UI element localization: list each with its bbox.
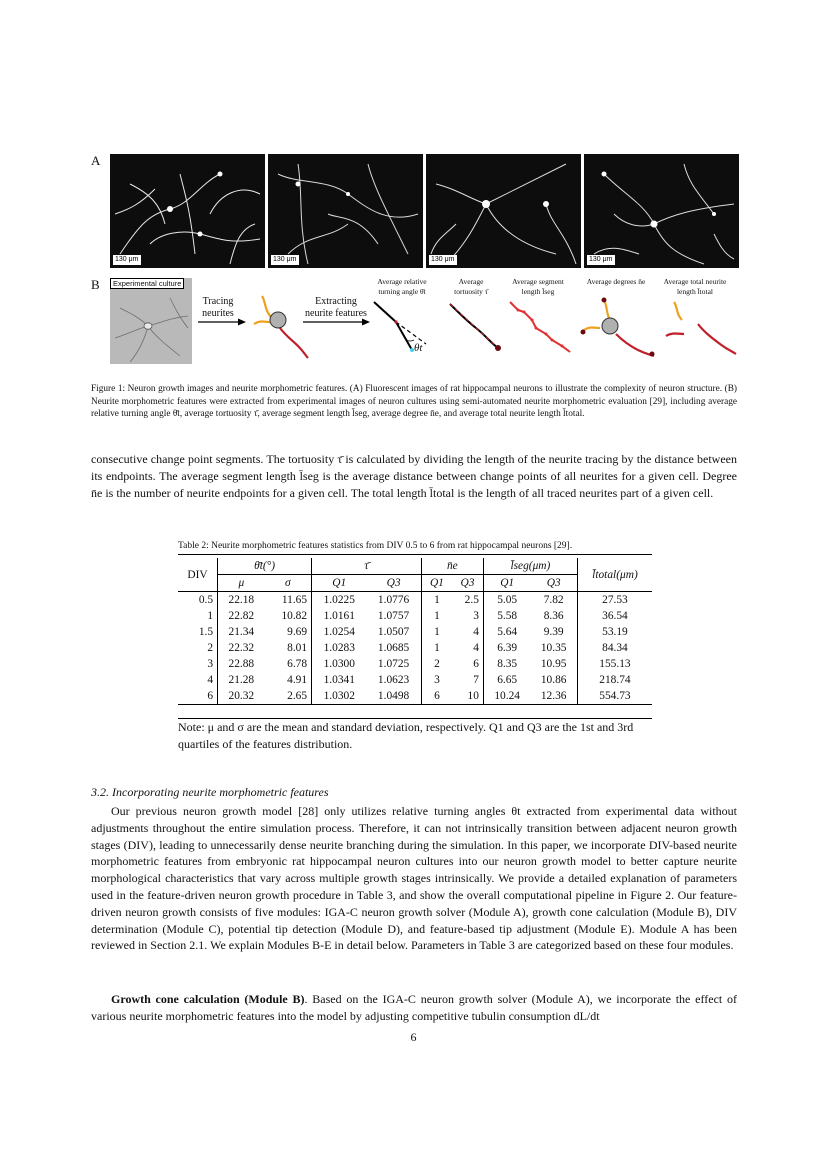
feature-label-degrees: Average degrees n̄e [586,277,646,286]
table-cell: 1.0623 [377,674,410,686]
paragraph-3 [91,991,737,1025]
feature-label-tortuosity: Average tortuosity τ̄ [454,277,488,296]
scale-bar: 130 μm [589,256,613,263]
table-cell: 22.88 [218,656,265,672]
header-degree: n̄e [421,558,483,575]
table-cell: 11.65 [265,592,312,609]
table-cell: 3 [207,658,214,670]
table-cell: 1.0283 [312,640,367,656]
turning-angle-icon [370,298,440,360]
scale-bar: 130 μm [431,256,455,263]
table-cell: 22.82 [218,608,265,624]
table-cell: 1 [421,640,452,656]
panel-b-letter: B [91,277,100,292]
table-cell: 2 [421,656,452,672]
table-cell: 1 [421,624,452,640]
table-cell: 6 [473,658,479,670]
table-cell: 1.0776 [366,592,421,609]
table-cell: 21.34 [218,624,265,640]
table-cell: 6.39 [483,640,530,656]
table-cell: 4.91 [287,674,308,686]
module-b-heading: Growth cone calculation (Module B) [111,992,305,1006]
feature-label-segment-length: Average segment length l̄seg [512,277,564,296]
table-cell: 1.0498 [366,688,421,705]
degrees-icon [578,296,658,358]
table-cell: 4 [473,642,479,654]
header-segment-length: l̄seg(μm) [483,558,577,575]
subheader-cell: μ [218,575,265,592]
table-cell: 7.82 [530,592,577,609]
table-cell: 8.36 [543,610,564,622]
subheader-cell: Q3 [530,575,577,592]
table-cell: 1.0302 [312,688,367,705]
table-cell: 7 [473,674,479,686]
table-cell: 6 [421,688,452,705]
table-row [178,672,652,688]
theta-label: θt [414,342,423,354]
table-row [178,592,652,609]
subheader-cell: Q1 [483,575,530,592]
table-cell: 2 [207,642,214,654]
tracing-arrow [198,318,246,326]
fluorescence-image-2 [268,154,423,268]
table-cell: 10.82 [281,610,308,622]
table-cell: 3 [473,610,479,622]
table-cell: 0.5 [178,592,218,609]
extracting-arrow [303,318,371,326]
experimental-culture-image [110,278,192,364]
table-cell: 10.35 [540,642,567,654]
table-cell: 27.53 [577,592,652,609]
subheader-cell: Q1 [312,575,367,592]
tortuosity-icon [446,298,502,356]
table-cell: 12.36 [530,688,577,705]
subheader-cell: Q3 [366,575,421,592]
header-total-length: l̄total(μm) [577,558,652,592]
table-row [178,608,652,624]
table-note: Note: μ and σ are the mean and standard deviation, respectively. Q1 and Q3 are the 1st and 3rd quartiles of the features distribution. [178,718,652,752]
figure-caption: Figure 1: Neuron growth images and neurite morphometric features. (A) Fluorescent images of rat hippocampal neurons to illustrate the complexity of neuron structure. (B) Neurite morphometric features were extracted from experimental images of neuron cultures using semi-automated neurite morphometric evaluation [29], including average relative turning angle θ̄t, average tortuosity τ̄, average segment length l̄seg, average degree n̄e, and average total neurite length l̄total. [91,384,737,420]
table-cell: 6.78 [287,658,308,670]
table-cell: 5.58 [483,608,530,624]
table-cell: 1.0300 [312,656,367,672]
header-div: DIV [187,568,208,581]
scale-bar: 130 μm [115,256,139,263]
table-cell: 2.65 [265,688,312,705]
table-row [178,624,652,640]
table-cell: 10 [452,688,483,705]
table-cell: 10.95 [540,658,567,670]
table-cell: 1.0254 [312,624,367,640]
table-cell: 21.28 [218,672,265,688]
extracting-label: Extracting neurite features [305,296,367,319]
table-cell: 1.0725 [377,658,410,670]
table-cell: 1.0161 [312,608,367,624]
table-cell: 1.0685 [377,642,410,654]
table-cell: 5.05 [483,592,530,609]
table-body [178,592,652,705]
table-cell: 8.01 [287,642,308,654]
fluorescence-image-3 [426,154,581,268]
table-caption: Table 2: Neurite morphometric features statistics from DIV 0.5 to 6 from rat hippocampal neurons [29]. [178,540,652,555]
paragraph-2: Our previous neuron growth model [28] only utilizes relative turning angles θt extracted from experimental data without adjustments throughout the entire simulation process. Therefore, it can not intrinsically transition between adjacent neuron growth stages (DIV), leading to unnecessarily dense neurite branching during the simulation. In this paper, we incorporate DIV-based neurite morphometric features from embryonic rat hippocampal neuron cultures into our neuron growth model to better capture neurite morphological characteristics that vary across multiple growth stages intrinsically. We provide a detailed explanation of parameters used in the feature-driven neuron growth procedure in Table 3, and show the overall computational pipeline in Figure 2. Our feature-driven neuron growth consists of five modules: IGA-C neuron growth solver (Module A), growth cone calculation (Module B), DIV determination (Module C), potential tip detection (Module D), and feature-based tip adjustment (Module E). Module A has been reviewed in Section 2.1. We explain Modules B-E in detail below. Parameters in Table 3 are categorized based on these four modules. [91,804,737,953]
table-cell: 20.32 [218,688,265,705]
table-cell: 22.32 [218,640,265,656]
traced-neuron-icon [250,290,310,360]
subheader-cell: Q3 [452,575,483,592]
table-cell: 554.73 [577,688,652,705]
table-cell: 1 [207,610,214,622]
table-cell: 9.39 [543,626,564,638]
experimental-culture-label: Experimental culture [110,278,184,289]
stats-table [178,558,652,705]
table-row [178,640,652,656]
table-header-row [178,558,652,575]
feature-label-turning-angle: Average relative turning angle θ̄t [377,277,427,296]
table-cell: 53.19 [577,624,652,640]
header-tortuosity: τ̄ [312,558,422,575]
table-cell: 10.86 [540,674,567,686]
header-turning-angle: θ̄t(°) [218,558,312,575]
segment-length-icon [506,298,574,356]
table-cell: 1.5 [198,626,214,638]
fluorescence-image-1 [110,154,265,268]
table-cell: 4 [207,674,214,686]
section-heading: 3.2. Incorporating neurite morphometric features [91,785,329,799]
table-cell: 1.0507 [377,626,410,638]
table-cell: 1 [421,608,452,624]
table-cell: 10.24 [483,688,530,705]
subheader-cell: Q1 [421,575,452,592]
table-cell: 36.54 [577,608,652,624]
feature-label-total-length: Average total neurite length l̄total [663,277,727,296]
table-cell: 8.35 [483,656,530,672]
table-cell: 1.0757 [377,610,410,622]
scale-bar: 130 μm [273,256,297,263]
table-row [178,656,652,672]
table-cell: 9.69 [287,626,308,638]
paragraph-3-text: . Based on the IGA-C neuron growth solver (Module A), we incorporate the effect of various neurite morphometric features into the model by adjusting competitive tubulin consumption dL/dt [91,992,737,1023]
table-row [178,688,652,705]
table-cell: 1.0225 [312,592,367,609]
table-cell: 84.34 [577,640,652,656]
panel-a-letter: A [91,153,101,168]
page-number: 6 [410,1030,417,1044]
table-cell: 155.13 [577,656,652,672]
table-cell: 1.0341 [312,672,367,688]
table-cell: 22.18 [218,592,265,609]
total-length-icon [664,298,740,358]
table-cell: 1 [421,592,452,609]
table-cell: 5.64 [483,624,530,640]
paragraph-1: consecutive change point segments. The tortuosity τ̄ is calculated by dividing the length of the neurite tracing by the distance between its endpoints. The average segment length l̄seg is the average distance between change points of all neurites for a given cell. Degree n̄e is the number of neurite endpoints for a given cell. The total length l̄total is the length of all traced neurites part of a given cell. [91,452,737,500]
table-cell: 6.65 [483,672,530,688]
subheader-cell: σ [265,575,312,592]
table-cell: 2.5 [452,592,483,609]
fluorescence-image-4 [584,154,739,268]
tracing-label: Tracing neurites [202,296,234,319]
table-cell: 4 [473,626,479,638]
table-cell: 3 [421,672,452,688]
table-cell: 218.74 [577,672,652,688]
table-cell: 6 [178,688,218,705]
